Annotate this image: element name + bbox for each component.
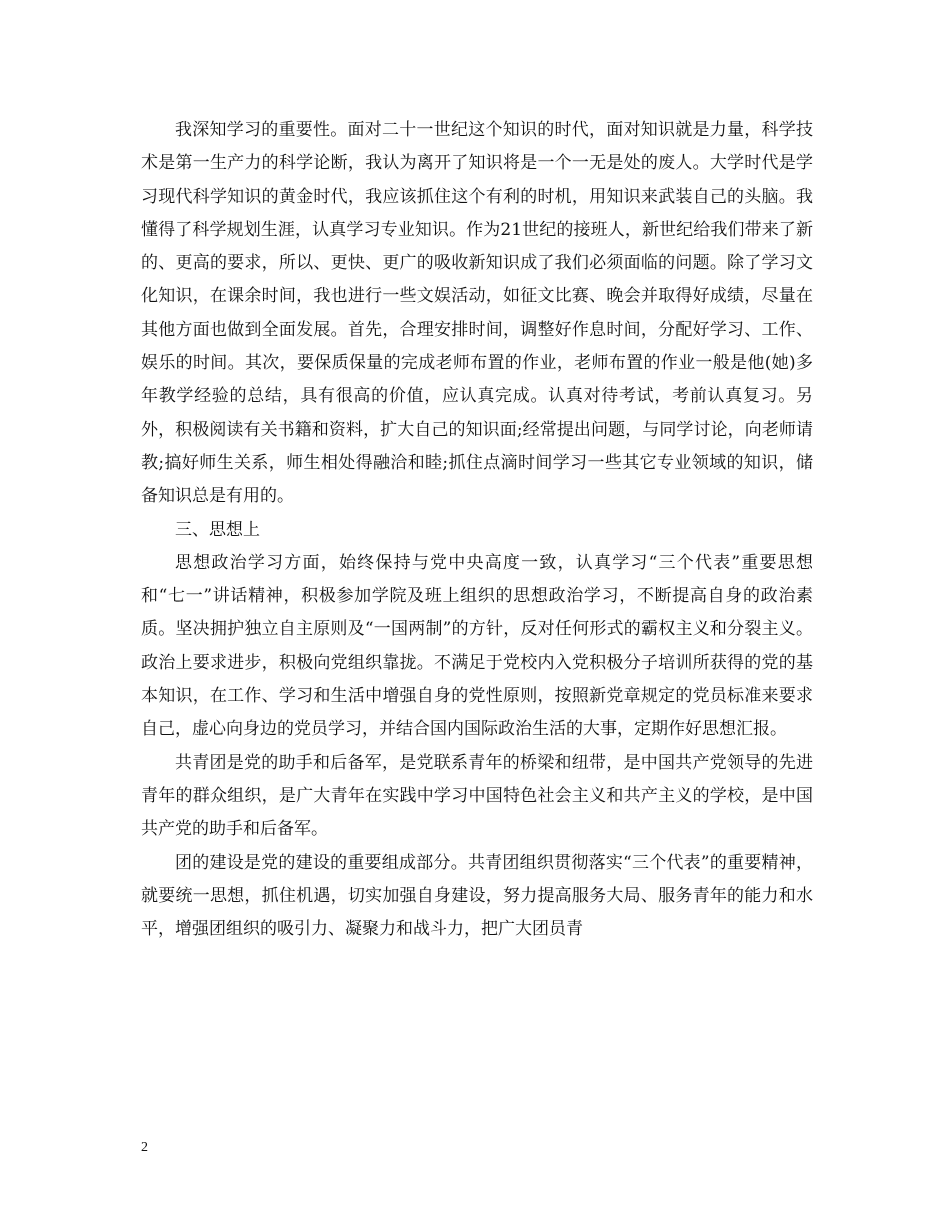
paragraph-study: 我深知学习的重要性。面对二十一世纪这个知识的时代，面对知识就是力量，科学技术是第一生产力的科学论断，我认为离开了知识将是一个一无是处的废人。大学时代是学习现代科学知识的黄金时代，我应该抓住这个有利的时机，用知识来武装自己的头脑。我懂得了科学规划生涯，认真学习专业知识。作为21世纪的接班人，新世纪给我们带来了新的、更高的要求，所以、更快、更广的吸收新知识成了我们必须面临的问题。除了学习文化知识，在课余时间，我也进行一些文娱活动，如征文比赛、晚会并取得好成绩，尽量在其他方面也做到全面发展。首先，合理安排时间，调整好作息时间，分配好学习、工作、娱乐的时间。其次，要保质保量的完成老师布置的作业，老师布置的作业一般是他(她)多年教学经验的总结，具有很高的价值，应认真完成。认真对待考试，考前认真复习。另外，积极阅读有关书籍和资料，扩大自己的知识面;经常提出问题，与同学讨论，向老师请教;搞好师生关系，师生相处得融洽和睦;抓住点滴时间学习一些其它专业领域的知识，储备知识总是有用的。 [141, 120, 813, 507]
paragraph-political: 思想政治学习方面，始终保持与党中央高度一致，认真学习“三个代表”重要思想和“七一”讲话精神，积极参加学院及班上组织的思想政治学习，不断提高自身的政治素质。坚决拥护独立自主原则及“一国两制”的方针，反对任何形式的霸权主义和分裂主义。政治上要求进步，积极向党组织靠拢。不满足于党校内入党积极分子培训所获得的党的基本知识，在工作、学习和生活中增强自身的党性原则，按照新党章规定的党员标准来要求自己，虚心向身边的党员学习，并结合国内国际政治生活的大事，定期作好思想汇报。 [141, 552, 813, 740]
paragraph-youth-league: 共青团是党的助手和后备军，是党联系青年的桥梁和纽带，是中国共产党领导的先进青年的群众组织，是广大青年在实践中学习中国特色社会主义和共产主义的学校，是中国共产党的助手和后备军。 [141, 752, 813, 840]
body-text [141, 114, 813, 946]
section-heading-thought: 三、思想上 [175, 519, 260, 540]
page-number: 2 [141, 1140, 148, 1155]
paragraph-league-building: 团的建设是党的建设的重要组成部分。共青团组织贯彻落实“三个代表”的重要精神，就要统一思想，抓住机遇，切实加强自身建设，努力提高服务大局、服务青年的能力和水平，增强团组织的吸引力、凝聚力和战斗力，把广大团员青 [141, 852, 813, 940]
